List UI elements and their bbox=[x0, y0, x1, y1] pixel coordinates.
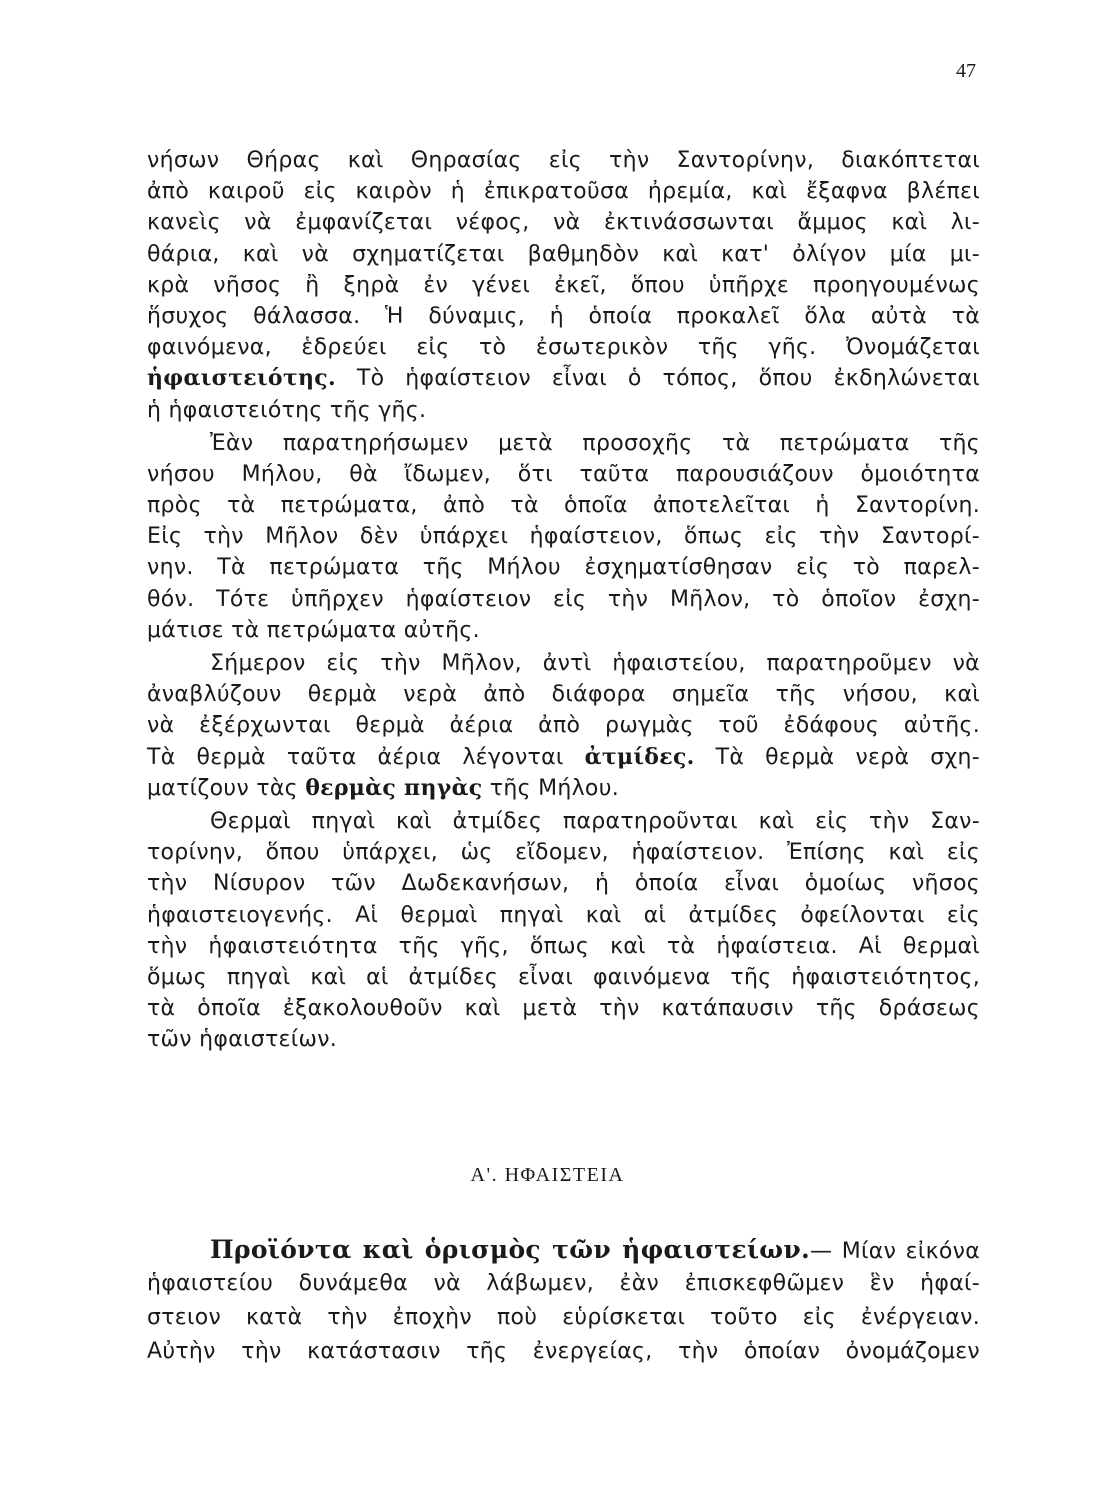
text-line bbox=[147, 395, 980, 426]
text-span: Τὸ ἡφαίστειον εἶναι ὁ τόπος, ὅπου ἐκδηλώνεται bbox=[335, 366, 980, 392]
text-span: — Μίαν εἰκόνα bbox=[810, 1239, 980, 1264]
text-line bbox=[147, 459, 980, 490]
text-line bbox=[147, 301, 980, 332]
text-span: Τὰ θερμὰ νερὰ σχη- bbox=[694, 744, 981, 770]
text-span: ἡφαιστειογενής. Αἱ θερμαὶ πηγαὶ καὶ αἱ ἀτμίδες ὀφείλονται εἰς bbox=[147, 902, 980, 928]
text-line bbox=[147, 552, 980, 583]
bold-term: θερμὰς πηγὰς bbox=[305, 774, 483, 801]
page-number: 47 bbox=[956, 60, 976, 82]
section-body-text bbox=[147, 1233, 980, 1369]
text-line bbox=[147, 1335, 980, 1369]
text-line bbox=[147, 679, 980, 710]
text-line bbox=[147, 1301, 980, 1335]
text-line bbox=[147, 1267, 980, 1301]
text-span: θόν. Τότε ὑπῆρχεν ἡφαίστειον εἰς τὴν Μῆλον, τὸ ὁποῖον ἐσχη- bbox=[147, 586, 980, 612]
text-span: θάρια, καὶ νὰ σχηματίζεται βαθμηδὸν καὶ κατ' ὀλίγον μία μι- bbox=[147, 241, 980, 267]
text-line bbox=[147, 332, 980, 363]
text-line bbox=[147, 648, 980, 679]
text-line bbox=[147, 773, 980, 804]
text-line bbox=[147, 270, 980, 301]
text-span: τῆς Μήλου. bbox=[482, 775, 620, 801]
text-span: ὅμως πηγαὶ καὶ αἱ ἀτμίδες εἶναι φαινόμενα τῆς ἡφαιστειότητος, bbox=[147, 964, 980, 990]
text-span: νην. Τὰ πετρώματα τῆς Μήλου ἐσχηματίσθησαν εἰς τὸ παρελ- bbox=[147, 555, 980, 581]
bold-term: ἡφαιστειότης. bbox=[147, 365, 336, 392]
text-line bbox=[147, 145, 980, 176]
text-span: ἀναβλύζουν θερμὰ νερὰ ἀπὸ διάφορα σημεῖα τῆς νήσου, καὶ bbox=[147, 682, 980, 708]
text-line bbox=[147, 868, 980, 899]
text-span: κρὰ νῆσος ἢ ξηρὰ ἐν γένει ἐκεῖ, ὅπου ὑπῆρχε προηγουμένως bbox=[147, 272, 980, 298]
text-line bbox=[147, 584, 980, 615]
text-span: κανεὶς νὰ ἐμφανίζεται νέφος, νὰ ἐκτινάσσωνται ἄμμος καὶ λι- bbox=[147, 210, 980, 236]
text-span: Εἰς τὴν Μῆλον δὲν ὑπάρχει ἡφαίστειον, ὅπως εἰς τὴν Σαντορί- bbox=[147, 524, 980, 550]
text-span: Αὐτὴν τὴν κατάστασιν τῆς ἐνεργείας, τὴν ὁποίαν ὀνομάζομεν bbox=[147, 1339, 980, 1364]
text-span: ἥσυχος θάλασσα. Ἡ δύναμις, ἡ ὁποία προκαλεῖ ὅλα αὐτὰ τὰ bbox=[147, 303, 980, 329]
text-line bbox=[147, 176, 980, 207]
text-span: τὴν Νίσυρον τῶν Δωδεκανήσων, ἡ ὁποία εἶναι ὁμοίως νῆσος bbox=[147, 871, 980, 897]
text-span: φαινόμενα, ἑδρεύει εἰς τὸ ἐσωτερικὸν τῆς γῆς. Ὀνομάζεται bbox=[147, 335, 980, 361]
text-line bbox=[147, 742, 980, 773]
text-line bbox=[147, 1233, 980, 1267]
text-line bbox=[147, 837, 980, 868]
text-span: Σήμερον εἰς τὴν Μῆλον, ἀντὶ ἡφαιστείου, παρατηροῦμεν νὰ bbox=[210, 651, 980, 676]
text-span: ἡφαιστείου δυνάμεθα νὰ λάβωμεν, ἐὰν ἐπισκεφθῶμεν ἓν ἡφαί- bbox=[147, 1271, 980, 1296]
bold-term: Προϊόντα καὶ ὁρισμὸς τῶν ἡφαιστείων. bbox=[210, 1235, 810, 1264]
text-line bbox=[147, 521, 980, 552]
text-line bbox=[147, 363, 980, 394]
text-span: τῶν ἡφαιστείων. bbox=[147, 1027, 338, 1053]
text-line bbox=[147, 207, 980, 238]
text-line bbox=[147, 615, 980, 646]
text-span: τὰ ὁποῖα ἐξακολουθοῦν καὶ μετὰ τὴν κατάπαυσιν τῆς δράσεως bbox=[147, 996, 980, 1022]
text-span: Ἐὰν παρατηρήσωμεν μετὰ προσοχῆς τὰ πετρώματα τῆς bbox=[210, 430, 980, 456]
text-span: τορίνην, ὅπου ὑπάρχει, ὡς εἴδομεν, ἡφαίστειον. Ἐπίσης καὶ εἰς bbox=[147, 840, 980, 866]
text-span: στειον κατὰ τὴν ἐποχὴν ποὺ εὑρίσκεται τοῦτο εἰς ἐνέργειαν. bbox=[147, 1305, 980, 1330]
text-line bbox=[147, 993, 980, 1024]
text-span: νήσων Θήρας καὶ Θηρασίας εἰς τὴν Σαντορίνην, διακόπτεται bbox=[147, 148, 980, 173]
text-line bbox=[147, 962, 980, 993]
bold-term: ἀτμίδες. bbox=[584, 743, 695, 770]
text-span: μάτισε τὰ πετρώματα αὐτῆς. bbox=[147, 617, 480, 643]
text-span: πρὸς τὰ πετρώματα, ἀπὸ τὰ ὁποῖα ἀποτελεῖται ἡ Σαντορίνη. bbox=[147, 493, 980, 519]
text-line bbox=[147, 806, 980, 837]
text-span: ἀπὸ καιροῦ εἰς καιρὸν ἡ ἐπικρατοῦσα ἠρεμία, καὶ ἔξαφνα βλέπει bbox=[147, 179, 980, 205]
text-span: νήσου Μήλου, θὰ ἴδωμεν, ὅτι ταῦτα παρουσιάζουν ὁμοιότητα bbox=[147, 461, 980, 487]
text-line bbox=[147, 900, 980, 931]
text-span: Τὰ θερμὰ ταῦτα ἀέρια λέγονται bbox=[147, 744, 585, 770]
text-span: Θερμαὶ πηγαὶ καὶ ἀτμίδες παρατηροῦνται καὶ εἰς τὴν Σαν- bbox=[210, 808, 980, 834]
text-span: ἡ ἡφαιστειότης τῆς γῆς. bbox=[147, 397, 427, 423]
text-line bbox=[147, 931, 980, 962]
body-text bbox=[147, 145, 980, 1055]
section-heading: Α'. ΗΦΑΙΣΤΕΙΑ bbox=[470, 1164, 625, 1186]
text-span: ματίζουν τὰς bbox=[147, 775, 306, 801]
text-span: νὰ ἐξέρχωνται θερμὰ ἀέρια ἀπὸ ρωγμὰς τοῦ ἐδάφους αὐτῆς. bbox=[147, 713, 980, 739]
text-line bbox=[147, 239, 980, 270]
text-line bbox=[147, 710, 980, 741]
text-span: τὴν ἡφαιστειότητα τῆς γῆς, ὅπως καὶ τὰ ἡφαίστεια. Αἱ θερμαὶ bbox=[147, 933, 980, 959]
text-line bbox=[147, 490, 980, 521]
text-line bbox=[147, 1024, 980, 1055]
text-line bbox=[147, 428, 980, 459]
